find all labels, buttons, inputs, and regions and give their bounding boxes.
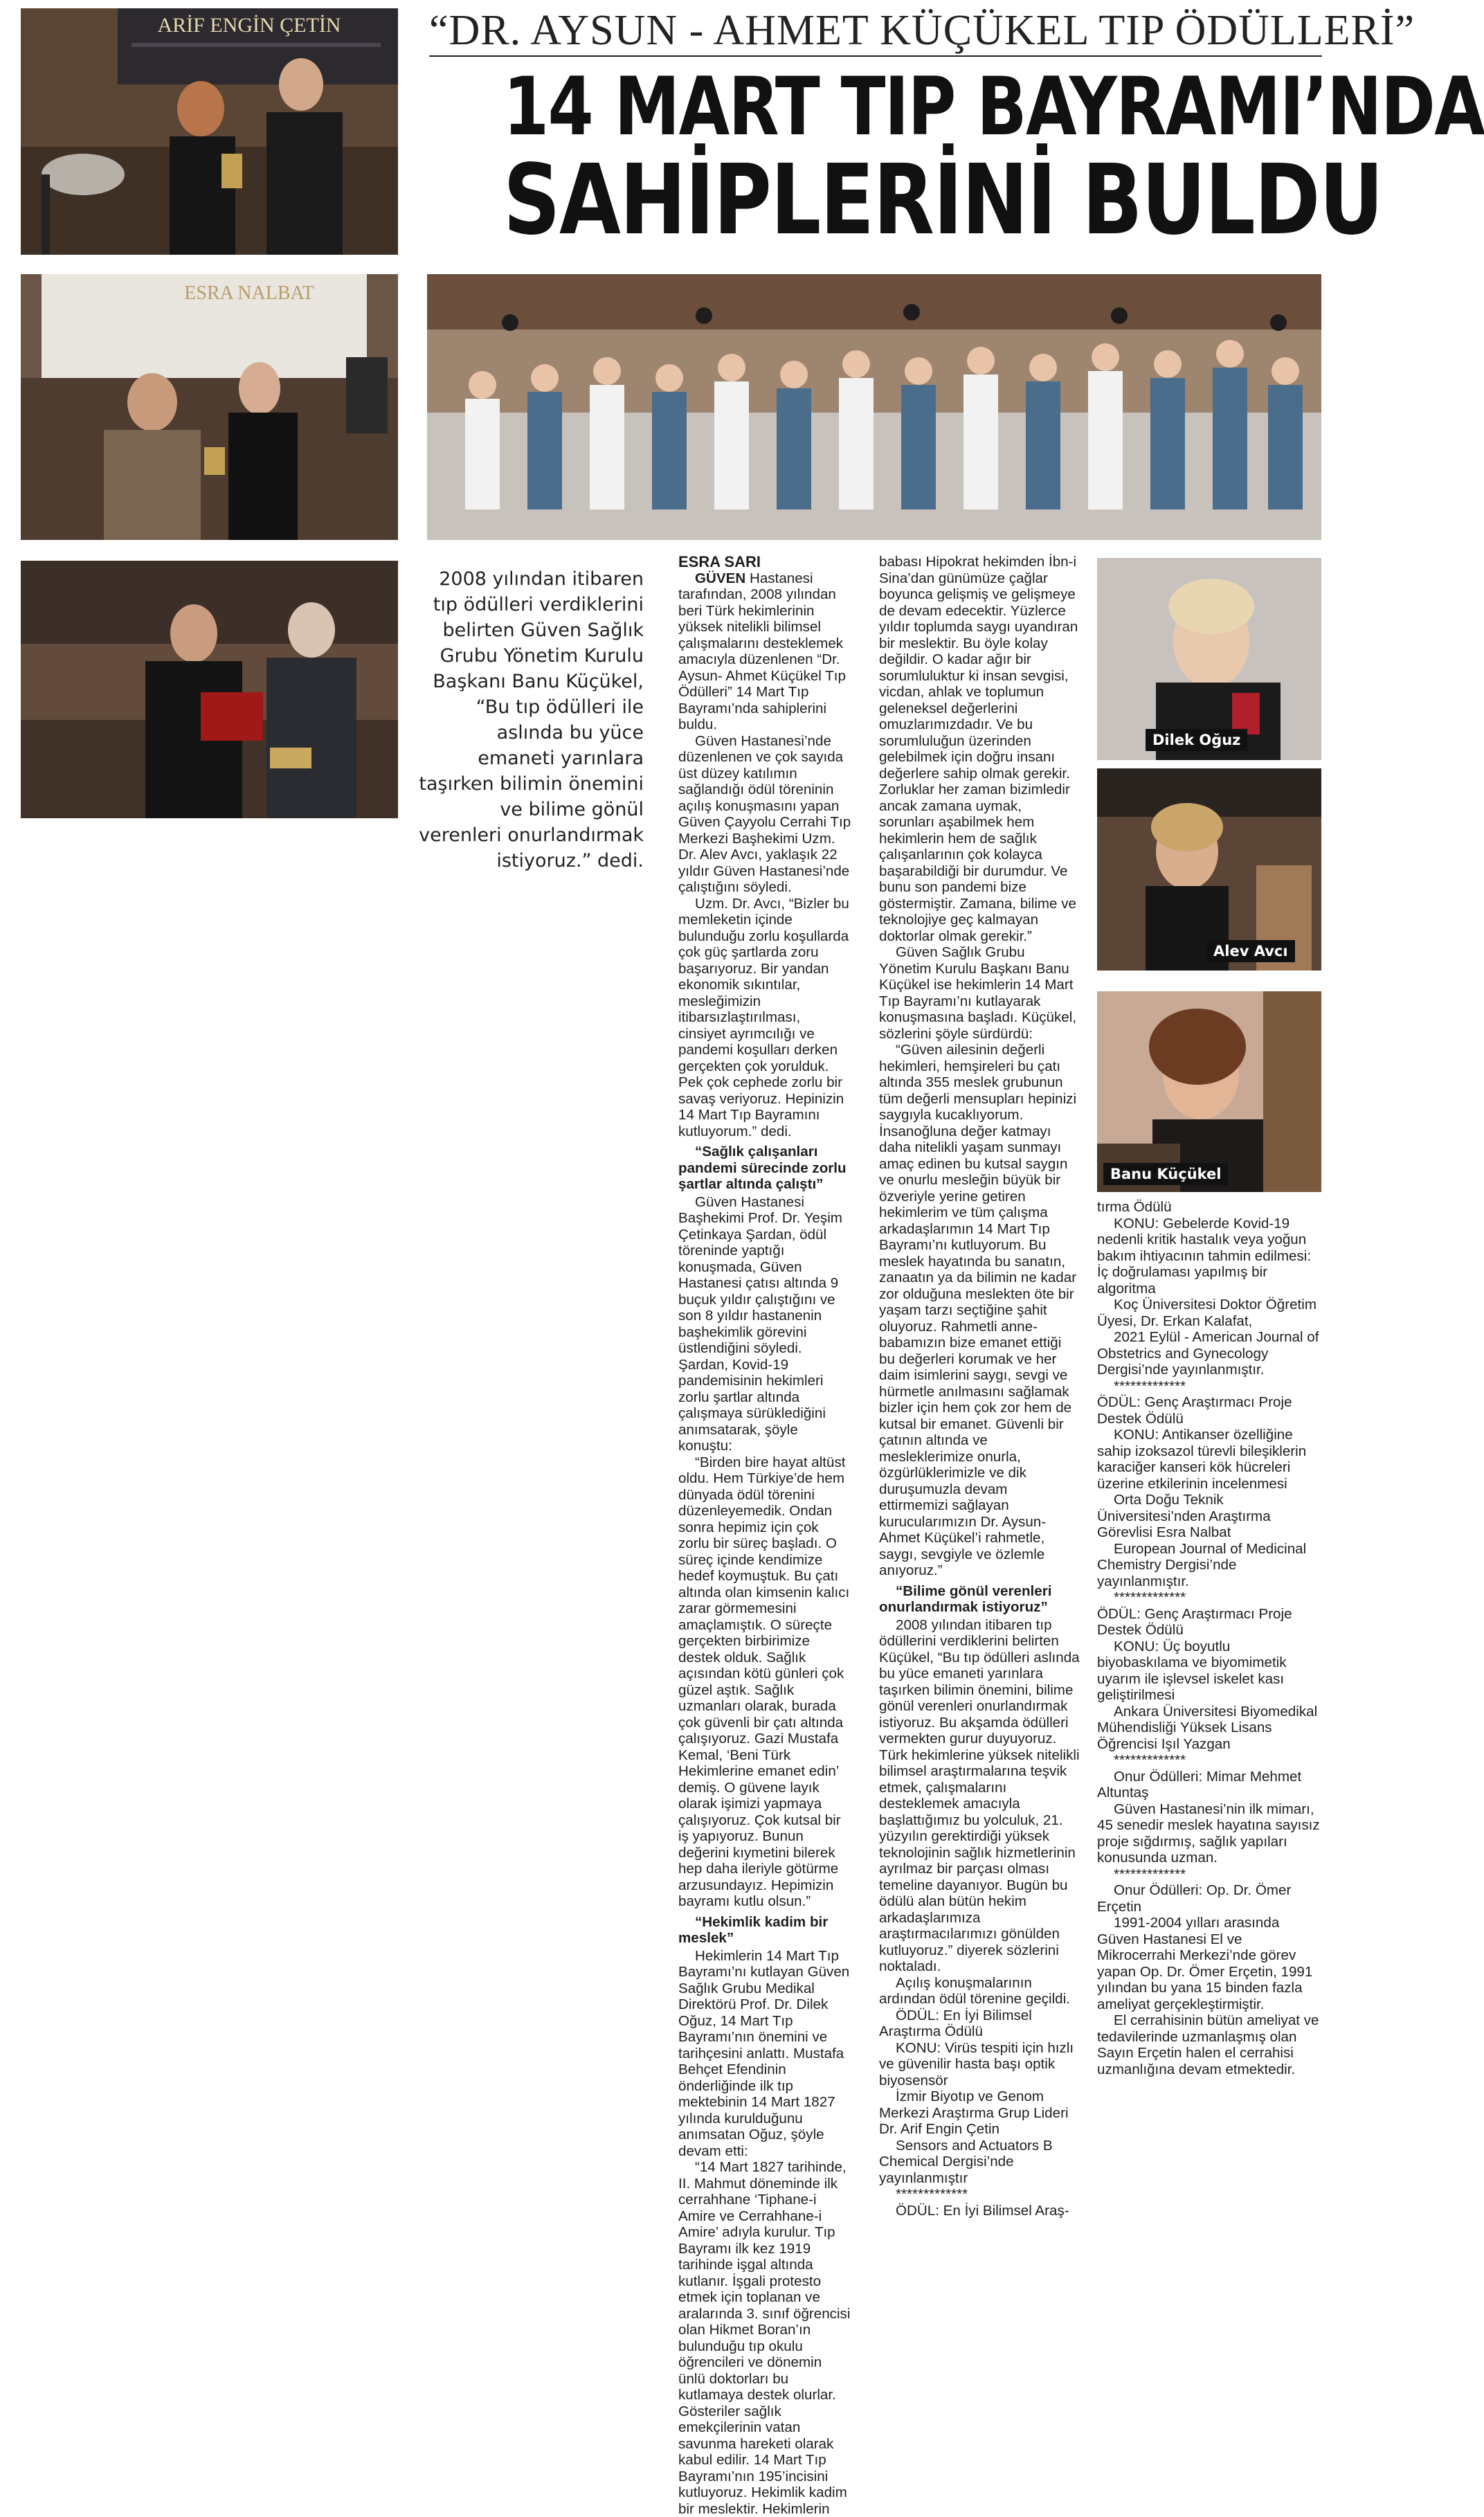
- paragraph: Güven Hastanesi Başhekimi Prof. Dr. Yeşim Çetinkaya Şardan, ödül töreninde yaptığı konuşmada, Güven Hastanesi çatısı altında 9 buçuk yıldır çalıştığını ve son 8 yıldır hastanenin başhekimlik görevini üstlendiğini söyledi. Şardan, Kovid-19 pandemisinin hekimleri zorlu şartlar altında çalışmaya sürüklediğini anımsatarak, şöyle konuştu:: [678, 1194, 851, 1454]
- photo-award-nalbat: [21, 274, 398, 540]
- paragraph: Onur Ödülleri: Mimar Mehmet Altuntaş: [1097, 1769, 1321, 1801]
- paragraph: “Birden bire hayat altüst oldu. Hem Türkiye’de hem dünyada ödül törenini düzenleyemedik. Ondan sonra hepimiz için çok zorlu bir süreç başladı. O süreç içinde kendimize hedef koymuştuk. Bu çatı altında olan kimsenin kalıcı zarar görmemesini amaçlamıştık. O süreçte gerçekten birbirimize destek olduk. Sağlık açısından kötü günleri çok güzel aştık. Sağlık uzmanları olarak, burada çok güvenli bir çatı altında çalışıyoruz. Gazi Mustafa Kemal, ‘Beni Türk Hekimlerine emanet edin’ demiş. O güvene layık olarak işimizi yapmaya çalışıyoruz. Çok kutsal bir iş yapıyoruz. Bunun değerini kıymetini bilerek hep daha ileriyle götürme arzusundayız. Hepimizin bayramı kutlu olsun.”: [678, 1454, 851, 1910]
- paragraph: GÜVEN Hastanesi tarafından, 2008 yılından beri Türk hekimlerinin yüksek nitelikli bilimsel çalışmalarını desteklemek amacıyla düzenlenen “Dr. Aysun- Ahmet Küçükel Tıp Ödülleri” 14 Mart Tıp Bayramı’nda sahiplerini buldu.: [678, 570, 851, 733]
- paragraph: 2008 yılından itibaren tıp ödüllerini verdiklerini belirten Küçükel, “Bu tıp ödülleri aslında bu yüce emaneti yarınlara taşırken bilimin önemini, bilime gönül verenleri onurlandırmak istiyoruz. Bu akşamda ödülleri vermekten gurur duyuyoruz. Türk hekimlerine yüksek nitelikli bilimsel araştırmalarına teşvik etmek, çalışmalarını desteklemek amacıyla başlattığımız bu yolculuk, 21. yüzyılın gerektirdiği yüksek teknolojinin sağlık hizmetlerinin ayrılmaz bir parçası olması temeline dayanıyor. Bugün bu ödülü alan bütün hekim arkadaşlarımıza araştırmacılarımızı gönülden kutluyoruz.” diyerek sözlerini noktaladı.: [879, 1617, 1080, 1975]
- paragraph: Onur Ödülleri: Op. Dr. Ömer Erçetin: [1097, 1882, 1321, 1915]
- lead-word: GÜVEN: [695, 570, 745, 586]
- paragraph: 2021 Eylül - American Journal of Obstetrics and Gynecology Dergisi’nde yayınlanmıştır.: [1097, 1329, 1321, 1378]
- paragraph: ÖDÜL: En İyi Bilimsel Araştırma Ödülü: [879, 2008, 1080, 2040]
- paragraph: *************: [879, 2186, 1080, 2203]
- paragraph: tırma Ödülü: [1097, 1199, 1321, 1216]
- paragraph: ÖDÜL: En İyi Bilimsel Araş-: [879, 2203, 1080, 2219]
- paragraph: KONU: Üç boyutlu biyobaskılama ve biyomimetik uyarım ile işlevsel iskelet kası geliştirilmesi: [1097, 1639, 1321, 1704]
- paragraph: Uzm. Dr. Avcı, “Bizler bu memleketin içinde bulunduğu zorlu koşullarda çok güç şartlarda zoru başarıyoruz. Bir yandan ekonomik sıkıntılar, mesleğimizin itibarsızlaştırılması, cinsiyet ayrımcılığı ve pandemi koşulları derken gerçekten çok yorulduk. Pek çok cephede zorlu bir savaş veriyoruz. Hepinizin 14 Mart Tıp Bayramını kutluyorum.” dedi.: [678, 896, 851, 1140]
- paragraph: *************: [1097, 1866, 1321, 1883]
- paragraph: Güven Hastanesi’nin ilk mimarı, 45 senedir meslek hayatına sayısız proje sığdırmış, sağlık yapıları konusunda uzman.: [1097, 1801, 1321, 1866]
- paragraph: Ankara Üniversitesi Biyomedikal Mühendisliği Yüksek Lisans Öğrencisi Işıl Yazgan: [1097, 1704, 1321, 1753]
- column-2-body: [879, 554, 1080, 2219]
- paragraph: Sensors and Actuators B Chemical Dergisi’nde yayınlanmıştır: [879, 2138, 1080, 2187]
- paragraph: İzmir Biyotıp ve Genom Merkezi Araştırma Grup Lideri Dr. Arif Engin Çetin: [879, 2089, 1080, 2138]
- subheading: “Bilime gönül verenleri onurlandırmak istiyoruz”: [879, 1583, 1080, 1616]
- subheading: “Hekimlik kadim bir meslek”: [678, 1914, 851, 1947]
- paragraph: Orta Doğu Teknik Üniversitesi’nden Araştırma Görevlisi Esra Nalbat: [1097, 1492, 1321, 1541]
- paragraph: *************: [1097, 1378, 1321, 1395]
- headline-line-2: SAHİPLERİNİ BULDU: [503, 149, 1241, 253]
- paragraph: “Güven ailesinin değerli hekimleri, hemşireleri bu çatı altında 355 meslek grubunun tüm değerli mensupları hepinizi saygıyla kucaklıyorum. İnsanoğluna değer katmayı daha nitelikli yaşam sunmayı amaç edinen bu kutsal saygın ve onurlu mesleğin büyük bir özveriyle yerine getiren hekimlerim ve tüm çalışma arkadaşlarımın 14 Mart Tıp Bayramı’nı kutluyorum. Bu meslek hayatında bu sanatın, zanaatın ya da bilimin ne kadar zor olduğuna meslekten öte bir yaşam tarzı seçtiğine şahit oluyoruz. Rahmetli anne-babamızın bize emanet ettiği bu değerleri korumak ve her daim isimlerini saygı, sevgi ve hürmetle anılmasını sağlamak bizler için hem çok zor hem de kutsal bir emanet. Güvenli bir çatının altında ve mesleklerimize onurla, özgürlüklerimizle ve dik duruşumuzla devam ettirmemizi sağlayan kurucularımızın Dr. Aysun- Ahmet Küçükel’i rahmetle, saygı, sevgiyle ve özlemle anıyoruz.”: [879, 1042, 1080, 1579]
- paragraph: European Journal of Medicinal Chemistry Dergisi’nde yayınlanmıştır.: [1097, 1541, 1321, 1590]
- column-3-body: [1097, 1199, 1321, 2077]
- paragraph: KONU: Gebelerde Kovid-19 nedenli kritik hastalık veya yoğun bakım ihtiyacının tahmin edilmesi: İç doğrulaması yapılmış bir algoritma: [1097, 1216, 1321, 1297]
- caption-banu-kucukel: Banu Küçükel: [1103, 1163, 1228, 1185]
- paragraph: Güven Sağlık Grubu Yönetim Kurulu Başkanı Banu Küçükel ise hekimlerin 14 Mart Tıp Bayramı’nı kutlayarak konuşmasına başladı. Küçükel, sözlerini şöyle sürdürdü:: [879, 944, 1080, 1042]
- banner-text-cetin: ARİF ENGİN ÇETİN: [158, 14, 341, 37]
- paragraph: El cerrahisinin bütün ameliyat ve tedavilerinde uzmanlaşmış olan Sayın Erçetin halen el cerrahisi uzmanlığına devam etmektedir.: [1097, 2012, 1321, 2077]
- paragraph: Hekimlerin 14 Mart Tıp Bayramı’nı kutlayan Güven Sağlık Grubu Medikal Direktörü Prof. Dr. Dilek Oğuz, 14 Mart Tıp Bayramı’nın önemini ve tarihçesini anlattı. Mustafa Behçet Efendinin önderliğinde ilk tıp mektebinin 14 Mart 1827 yılında kurulduğunu anımsatan Oğuz, şöyle devam etti:: [678, 1948, 851, 2160]
- paragraph: Koç Üniversitesi Doktor Öğretim Üyesi, Dr. Erkan Kalafat,: [1097, 1297, 1321, 1329]
- article-column-3: [1097, 1199, 1321, 2160]
- caption-alev-avci: Alev Avcı: [1206, 940, 1295, 962]
- photo-crowd: [427, 274, 1321, 540]
- paragraph: ÖDÜL: Genç Araştırmacı Proje Destek Ödülü: [1097, 1606, 1321, 1639]
- photo-award-cetin: [21, 8, 398, 255]
- pull-quote: 2008 yılından itibaren tıp ödülleri verdiklerini belirten Güven Sağlık Grubu Yönetim Kurulu Başkanı Banu Küçükel, “Bu tıp ödülleri ile aslında bu yüce emaneti yarınlara taşırken bilimin önemini ve bilime gönül verenleri onurlandırmak istiyoruz.” dedi.: [415, 566, 644, 874]
- paragraph: *************: [1097, 1752, 1321, 1769]
- article-column-1: [678, 554, 851, 2160]
- paragraph: “14 Mart 1827 tarihinde, II. Mahmut döneminde ilk cerrahhane ‘Tiphane-i Amire ve Cerrahhane-i Amire’ adıyla kurulur. Tıp Bayramı ilk kez 1919 tarihinde işgal altında kutlanır. İşgali protesto etmek için toplanan ve aralarında 3. sınıf öğrencisi olan Hikmet Boran’ın bulunduğu tıp okulu öğrencileri ve dönemin ünlü doktorları bu kutlamaya destek olurlar. Gösteriler sağlık emekçilerinin vatan savunma hareketi olarak kabul edilir. 14 Mart Tıp Bayramı’nın 195’incisini kutluyoruz. Hekimlik kadim bir meslektir. Hekimlerin: [678, 2159, 851, 2517]
- paragraph: Açılış konuşmalarının ardından ödül törenine geçildi.: [879, 1975, 1080, 2008]
- paragraph: *************: [1097, 1589, 1321, 1606]
- photo-banu-kucukel: [1097, 991, 1321, 1192]
- paragraph: Güven Hastanesi’nde düzenlenen ve çok sayıda üst düzey katılımın sağlandığı ödül töreninin açılış konuşmasını yapan Güven Çayyolu Cerrahi Tıp Merkezi Başhekimi Uzm. Dr. Alev Avcı, yaklaşık 22 yıldır Güven Hastanesi’nde çalıştığını söyledi.: [678, 733, 851, 896]
- subheading: “Sağlık çalışanları pandemi sürecinde zorlu şartlar altında çalıştı”: [678, 1144, 851, 1193]
- caption-dilek-oguz: Dilek Oğuz: [1146, 729, 1247, 751]
- paragraph: 1991-2004 yılları arasında Güven Hastanesi El ve Mikrocerrahi Merkezi’nde görev yapan Op. Dr. Ömer Erçetin, 1991 yılından bu yana 15 binden fazla ameliyat gerçekleştirmiştir.: [1097, 1915, 1321, 2012]
- paragraph: KONU: Antikanser özelliğine sahip izoksazol türevli bileşiklerin karaciğer kanseri kök hücreleri üzerine etkilerinin incelenmesi: [1097, 1427, 1321, 1492]
- kicker-title: “DR. AYSUN - AHMET KÜÇÜKEL TIP ÖDÜLLERİ”: [429, 6, 1322, 57]
- article-column-2: [879, 554, 1080, 2160]
- paragraph: ÖDÜL: Genç Araştırmacı Proje Destek Ödülü: [1097, 1394, 1321, 1427]
- banner-text-nalbat: ESRA NALBAT: [184, 282, 314, 304]
- paragraph: KONU: Virüs tespiti için hızlı ve güvenilir hasta başı optik biyosensör: [879, 2040, 1080, 2089]
- headline-line-1: 14 MART TIP BAYRAMI’NDA: [503, 62, 1241, 152]
- photo-plaque-presentation: [21, 561, 398, 818]
- column-1-body: [678, 570, 851, 2517]
- byline: ESRA SARI: [678, 554, 851, 570]
- paragraph: babası Hipokrat hekimden İbn-i Sina’dan günümüze çağlar boyunca gelişmiş ve gelişmeye de devam edecektir. Yüzlerce yıldır toplumda saygı uyandıran bir meslektir. Bu öyle kolay değildir. O kadar ağır bir sorumluluktur ki insan sevgisi, vicdan, ahlak ve toplumun geleneksel değerlerini omuzlarımızdadır. Ve bu sorumluluğun üzerinden gelebilmek için doğru insanı değerlere sahip olmak gerekir. Zorluklar her zaman bizimledir ancak zamana uymak, sorunları aşabilmek hem hekimlerin hem de sağlık çalışanlarının çok kolayca başarabildiği bir durumdur. Ve bunu son pandemi bize göstermiştir. Zamana, bilime ve teknolojiye geç kalmayan doktorlar olmak gerekir.”: [879, 554, 1080, 944]
